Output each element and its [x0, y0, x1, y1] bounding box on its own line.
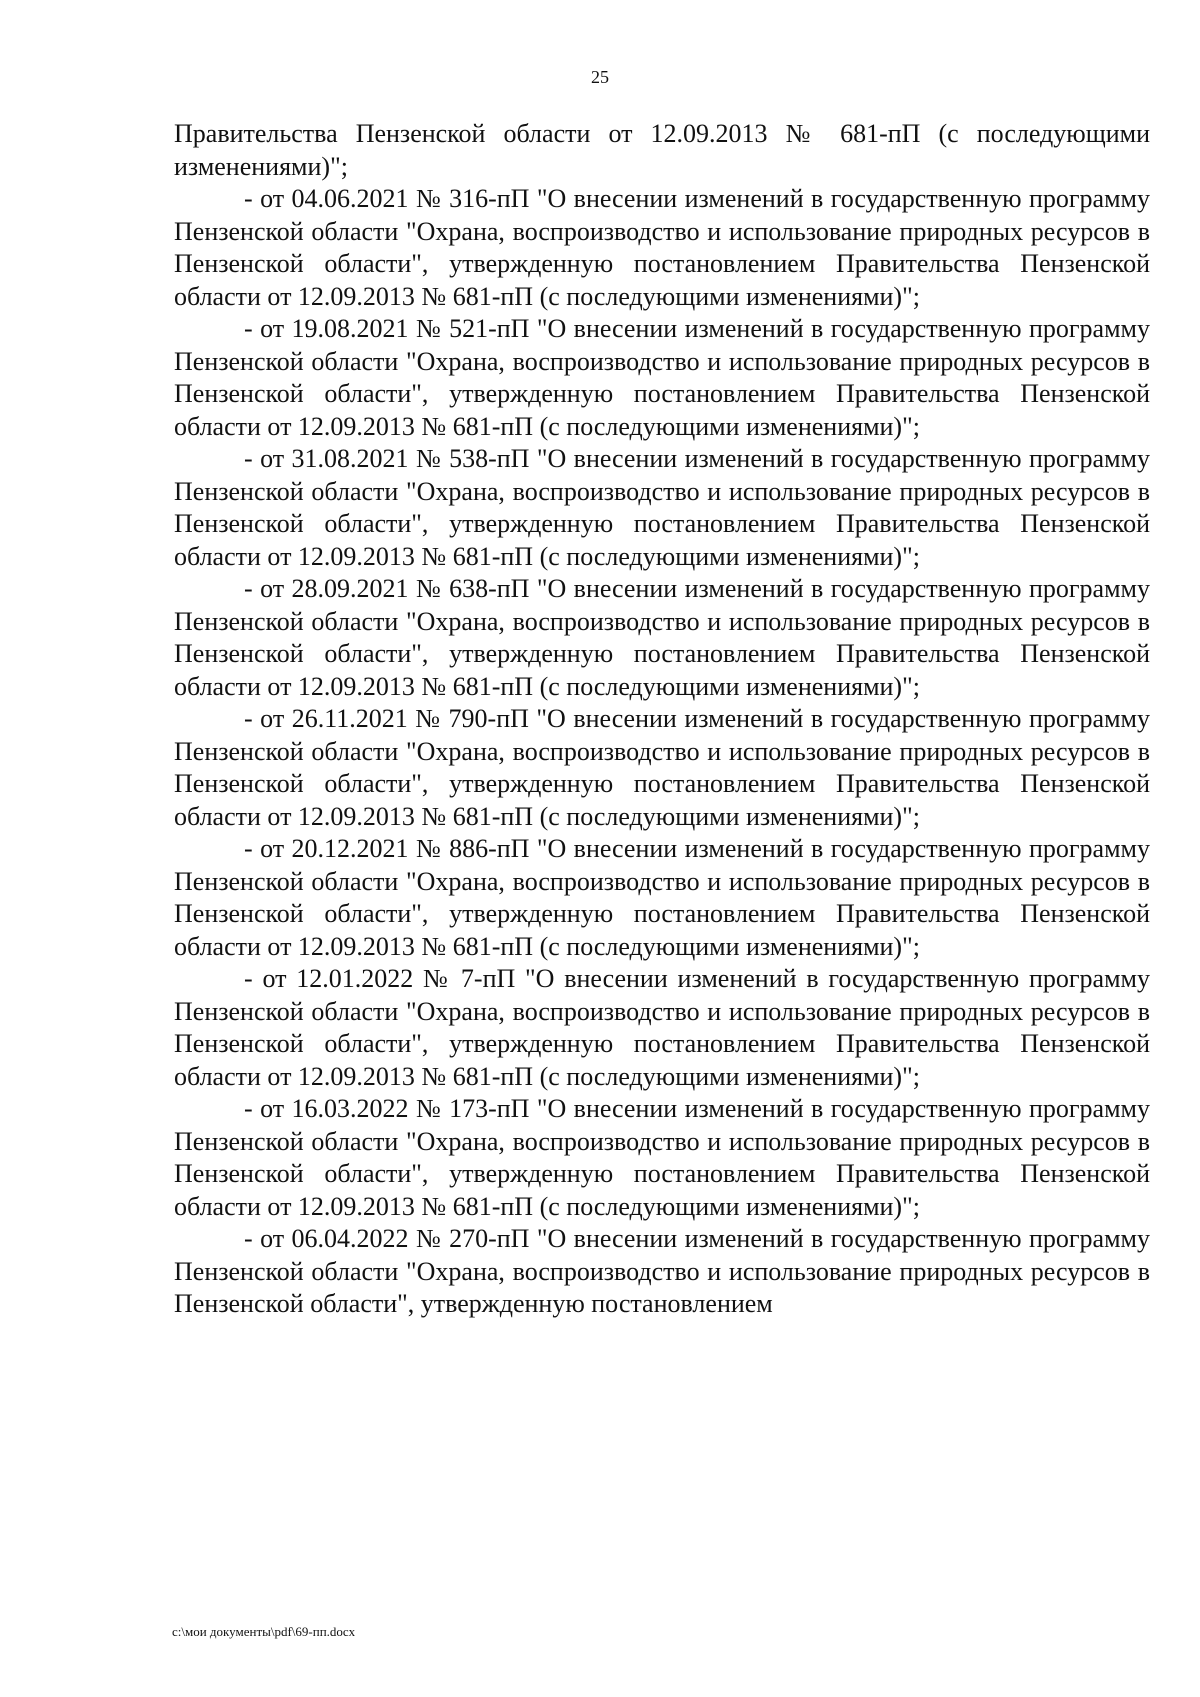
paragraph: - от 16.03.2022 № 173-пП "О внесении изменений в государственную программу Пензенской области "Охрана, воспроизводство и использование природных ресурсов в Пензенской области", утвержденную постановлением Правительства Пензенской области от 12.09.2013 № 681-пП (с последующими изменениями)";: [174, 1094, 1150, 1221]
paragraph: Правительства Пензенской области от 12.09.2013 № 681-пП (с последующими изменениями)";: [174, 119, 1150, 181]
page-number: 25: [591, 67, 609, 87]
paragraph: - от 26.11.2021 № 790-пП "О внесении изменений в государственную программу Пензенской области "Охрана, воспроизводство и использование природных ресурсов в Пензенской области", утвержденную постановлением Правительства Пензенской области от 12.09.2013 № 681-пП (с последующими изменениями)";: [174, 704, 1150, 831]
paragraph: - от 31.08.2021 № 538-пП "О внесении изменений в государственную программу Пензенской области "Охрана, воспроизводство и использование природных ресурсов в Пензенской области", утвержденную постановлением Правительства Пензенской области от 12.09.2013 № 681-пП (с последующими изменениями)";: [174, 444, 1150, 571]
paragraph: - от 20.12.2021 № 886-пП "О внесении изменений в государственную программу Пензенской области "Охрана, воспроизводство и использование природных ресурсов в Пензенской области", утвержденную постановлением Правительства Пензенской области от 12.09.2013 № 681-пП (с последующими изменениями)";: [174, 834, 1150, 961]
paragraph: - от 12.01.2022 № 7-пП "О внесении изменений в государственную программу Пензенской области "Охрана, воспроизводство и использование природных ресурсов в Пензенской области", утвержденную постановлением Правительства Пензенской области от 12.09.2013 № 681-пП (с последующими изменениями)";: [174, 964, 1150, 1091]
document-body: [174, 118, 1150, 1321]
paragraph: - от 04.06.2021 № 316-пП "О внесении изменений в государственную программу Пензенской области "Охрана, воспроизводство и использование природных ресурсов в Пензенской области", утвержденную постановлением Правительства Пензенской области от 12.09.2013 № 681-пП (с последующими изменениями)";: [174, 184, 1150, 311]
footer-file-path: c:\мои документы\pdf\69-пп.docx: [172, 1624, 356, 1639]
paragraph: - от 28.09.2021 № 638-пП "О внесении изменений в государственную программу Пензенской области "Охрана, воспроизводство и использование природных ресурсов в Пензенской области", утвержденную постановлением Правительства Пензенской области от 12.09.2013 № 681-пП (с последующими изменениями)";: [174, 574, 1150, 701]
paragraph: - от 06.04.2022 № 270-пП "О внесении изменений в государственную программу Пензенской области "Охрана, воспроизводство и использование природных ресурсов в Пензенской области", утвержденную постановлением: [174, 1224, 1150, 1318]
paragraph: - от 19.08.2021 № 521-пП "О внесении изменений в государственную программу Пензенской области "Охрана, воспроизводство и использование природных ресурсов в Пензенской области", утвержденную постановлением Правительства Пензенской области от 12.09.2013 № 681-пП (с последующими изменениями)";: [174, 314, 1150, 441]
